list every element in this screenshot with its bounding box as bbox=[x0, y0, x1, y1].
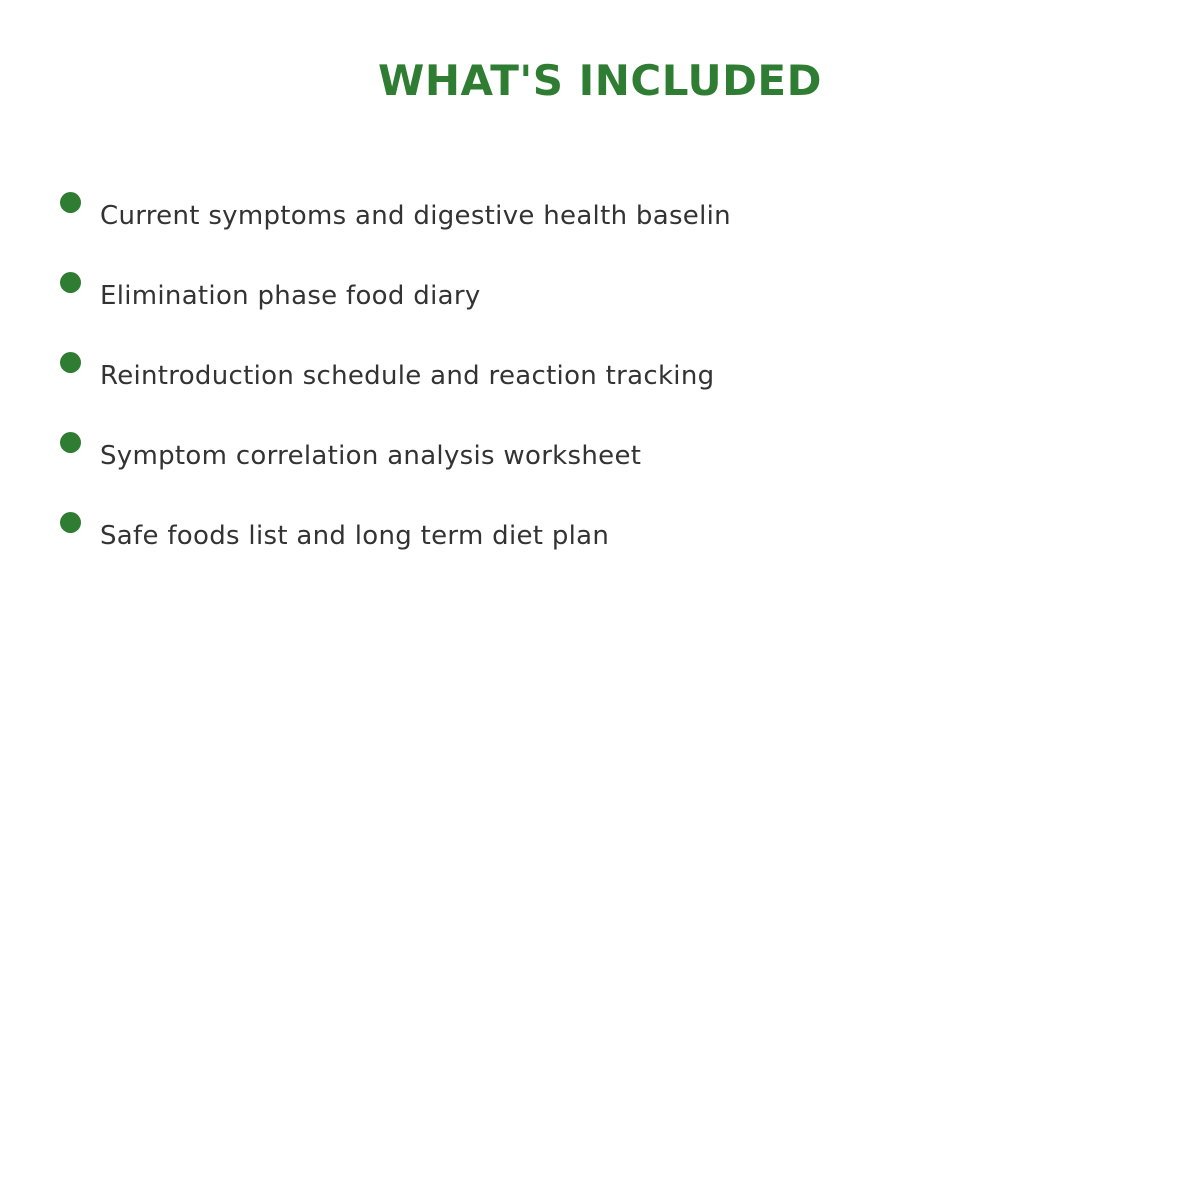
list-item bbox=[0, 192, 1000, 252]
list-item bbox=[0, 352, 1000, 412]
bullet-dot-icon bbox=[60, 512, 81, 533]
bullet-dot-icon bbox=[60, 192, 81, 213]
bullet-dot-icon bbox=[60, 432, 81, 453]
page-title: WHAT'S INCLUDED bbox=[378, 56, 822, 105]
list-item bbox=[0, 512, 1000, 572]
list-item-label: Symptom correlation analysis worksheet bbox=[100, 441, 642, 471]
list-item-label: Safe foods list and long term diet plan bbox=[100, 521, 610, 551]
bullet-dot-icon bbox=[60, 272, 81, 293]
list-item-label: Current symptoms and digestive health baselin bbox=[100, 201, 731, 231]
list-item bbox=[0, 272, 1000, 332]
list-item-label: Elimination phase food diary bbox=[100, 281, 481, 311]
list-item bbox=[0, 432, 1000, 492]
bullet-dot-icon bbox=[60, 352, 81, 373]
list-item-label: Reintroduction schedule and reaction tracking bbox=[100, 361, 715, 391]
